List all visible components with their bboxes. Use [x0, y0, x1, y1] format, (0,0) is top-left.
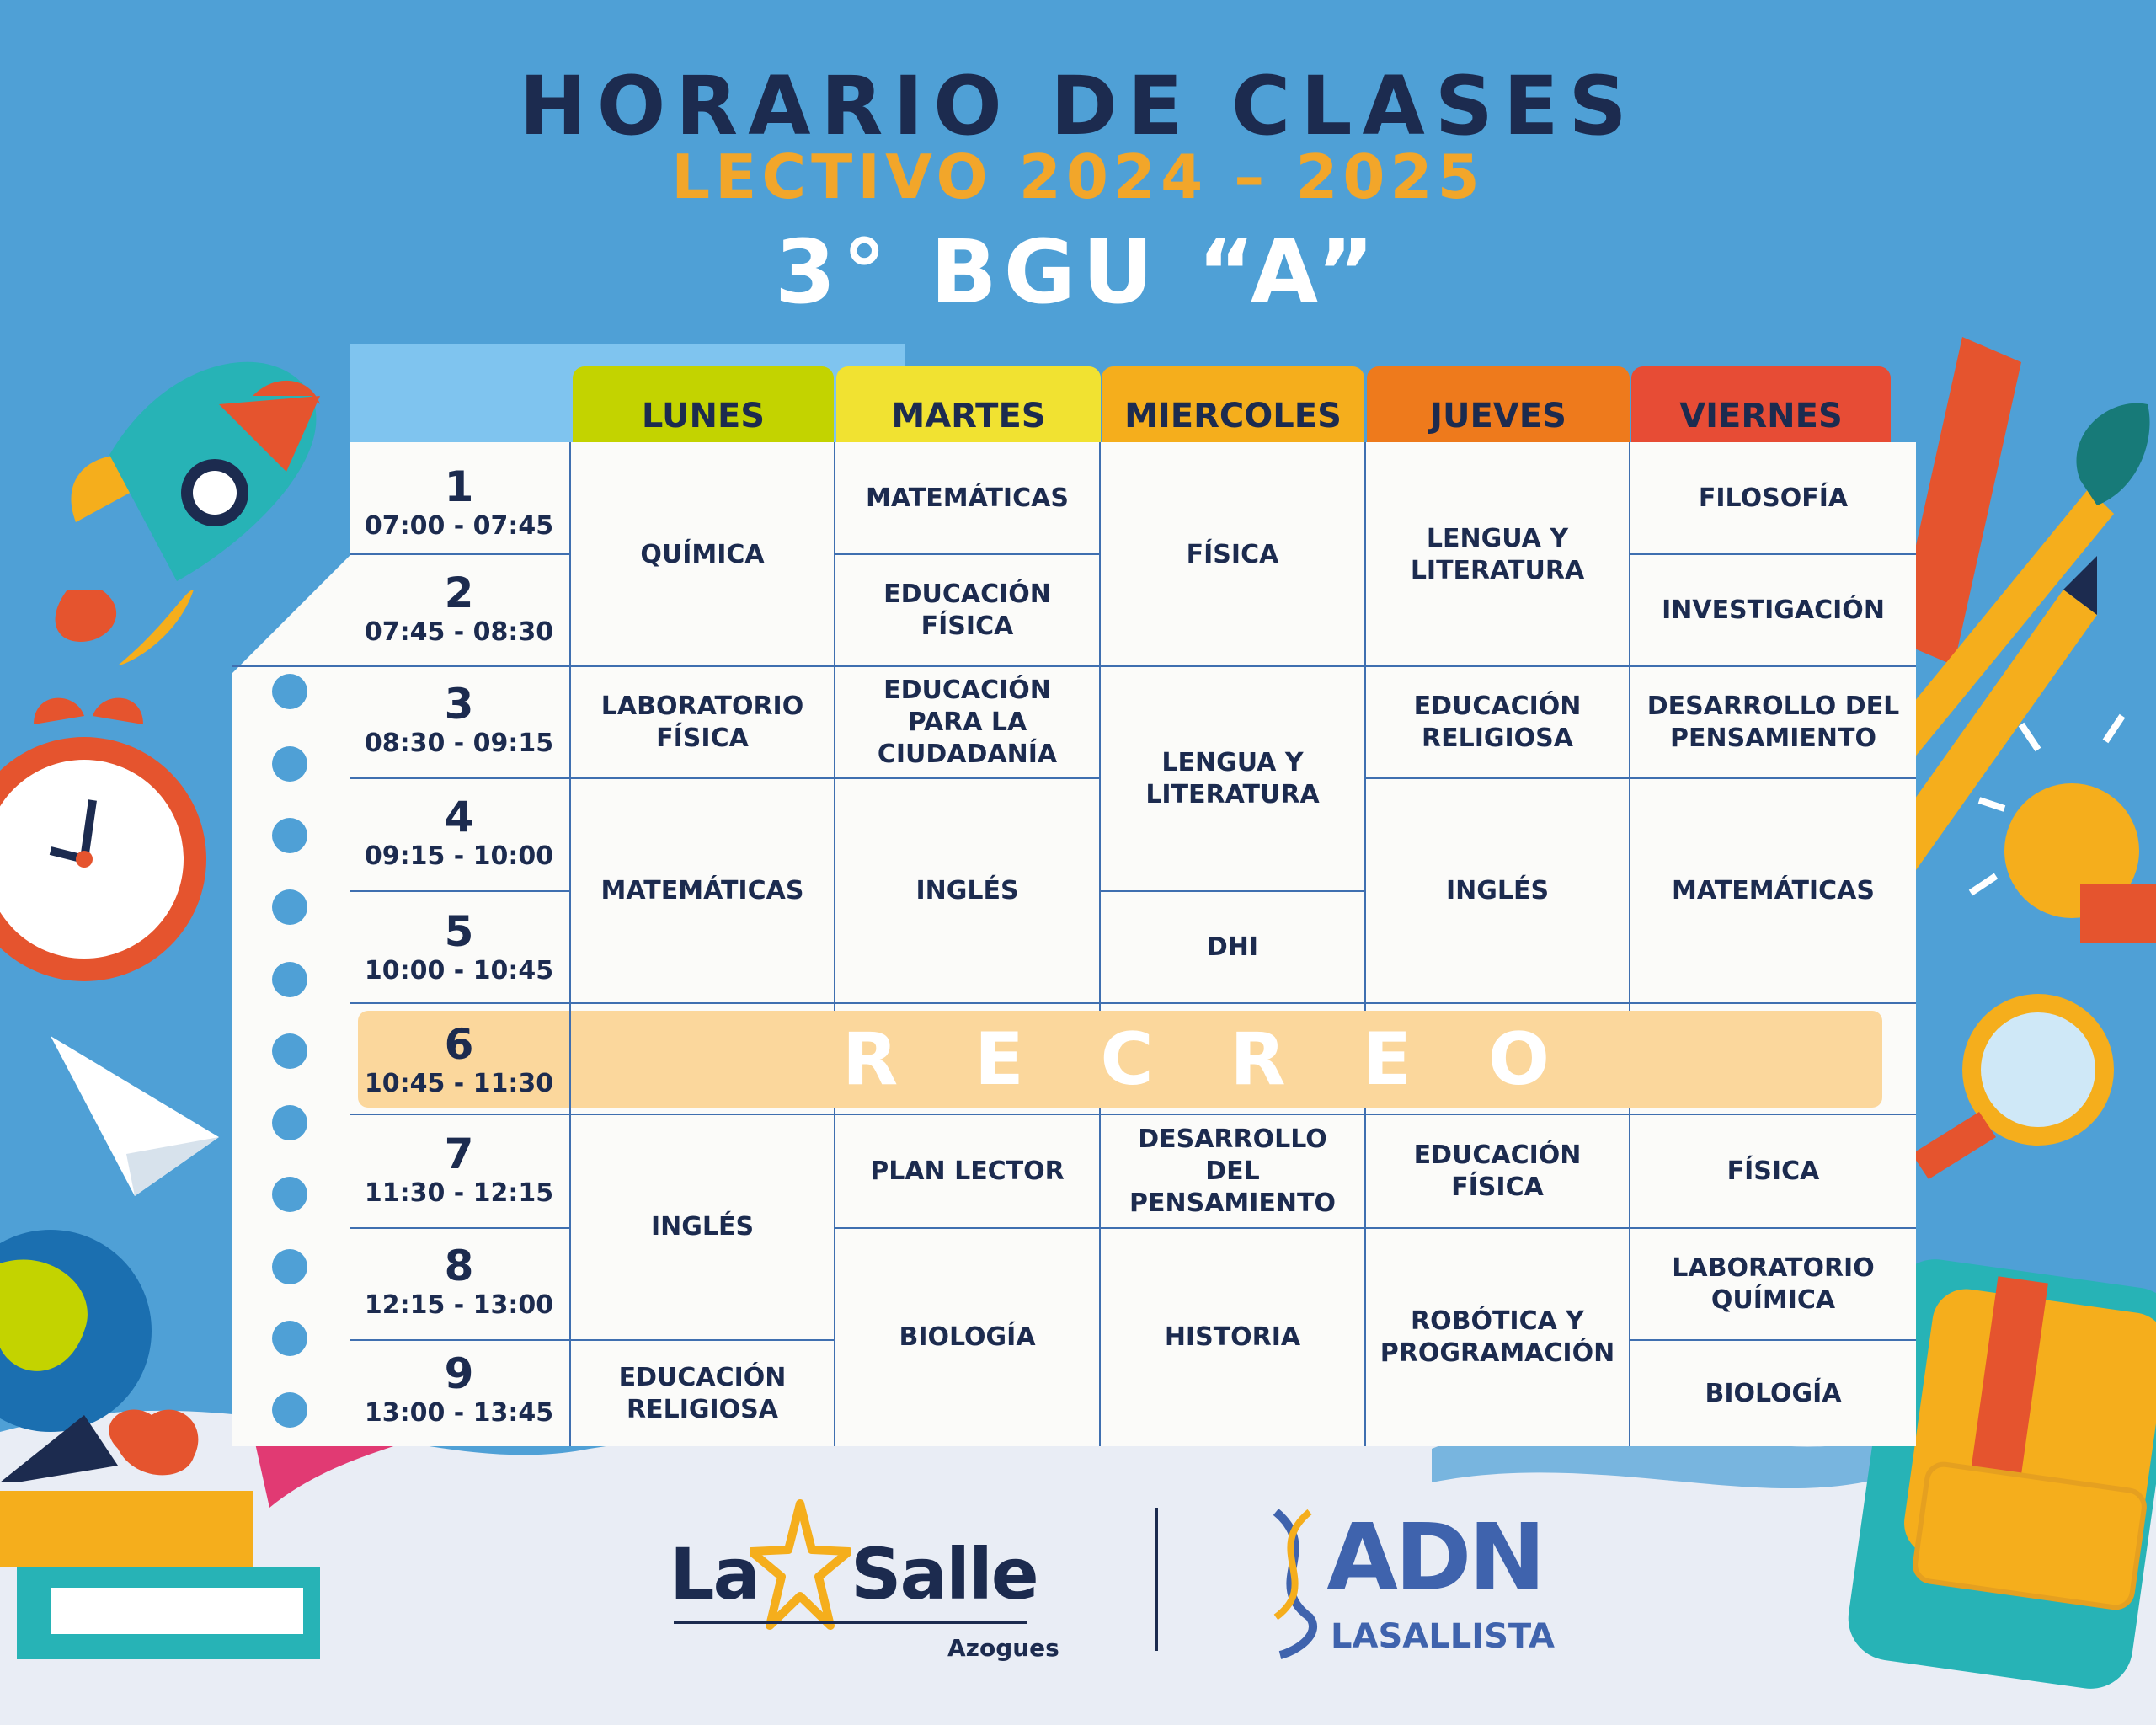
period-number: 4: [444, 793, 474, 841]
class-cell: MATEMÁTICAS: [866, 483, 1069, 513]
grid-line: [350, 777, 570, 779]
class-cell: HISTORIA: [1164, 1322, 1301, 1352]
adn-lasallista-logo: [1263, 1499, 1556, 1668]
day-header-miercoles: MIERCOLES: [1102, 366, 1364, 442]
recreo-letter: E: [974, 1017, 1024, 1102]
period-1: [350, 463, 568, 542]
class-cell: LABORATORIO FÍSICA: [600, 691, 804, 753]
period-9: [350, 1350, 568, 1429]
day-header-lunes: LUNES: [573, 366, 834, 442]
class-cell: DESARROLLO DEL PENSAMIENTO: [1646, 691, 1900, 753]
period-number: 7: [444, 1130, 474, 1178]
logo-underline: [674, 1621, 1027, 1624]
alarm-clock-icon: [0, 698, 206, 981]
period-time: 12:15 - 13:00: [364, 1290, 554, 1320]
lasalle-city: Azogues: [947, 1634, 1059, 1662]
notebook-hole: [272, 1177, 307, 1212]
class-cell: EDUCACIÓN RELIGIOSA: [618, 1362, 787, 1424]
class-cell: EDUCACIÓN FÍSICA: [883, 579, 1051, 641]
period-4: [350, 793, 568, 873]
day-header-viernes: VIERNES: [1631, 366, 1891, 442]
period-7: [350, 1130, 568, 1210]
grid-line: [350, 1002, 1916, 1004]
page-subtitle: LECTIVO 2024 – 2025: [671, 142, 1485, 212]
notebook-hole: [272, 962, 307, 997]
adn-subtext: LASALLISTA: [1331, 1617, 1556, 1656]
notebook-hole: [272, 818, 307, 853]
class-cell: INGLÉS: [650, 1212, 755, 1242]
period-time: 08:30 - 09:15: [364, 729, 554, 758]
period-number: 3: [444, 680, 474, 729]
grid-line: [350, 890, 570, 892]
class-cell: BIOLOGÍA: [899, 1322, 1036, 1352]
adn-text: ADN: [1326, 1503, 1543, 1611]
class-cell: QUÍMICA: [640, 539, 765, 569]
day-header-martes: MARTES: [836, 366, 1101, 442]
class-cell: EDUCACIÓN PARA LA CIUDADANÍA: [877, 675, 1058, 769]
dna-icon: [1263, 1508, 1322, 1659]
grid-line: [350, 1227, 570, 1229]
lasalle-logo-right: Salle: [851, 1533, 1038, 1616]
period-time: 07:00 - 07:45: [364, 511, 554, 541]
recreo-letter: E: [1362, 1017, 1412, 1102]
lasalle-logo-left: La: [670, 1533, 760, 1616]
period-time: 07:45 - 08:30: [364, 617, 554, 647]
class-cell: FÍSICA: [1186, 539, 1279, 569]
class-cell: LABORATORIO QUÍMICA: [1672, 1252, 1875, 1315]
period-3: [350, 681, 568, 760]
class-cell: DHI: [1206, 932, 1259, 962]
class-cell: FÍSICA: [1726, 1156, 1820, 1186]
notebook-hole: [272, 1321, 307, 1356]
period-number: 5: [444, 907, 474, 956]
class-cell: MATEMÁTICAS: [1672, 875, 1875, 905]
recreo-letter: R: [842, 1017, 899, 1102]
recreo-label: [842, 1017, 1550, 1102]
recreo-letter: C: [1100, 1017, 1154, 1102]
logo-divider: [1155, 1508, 1158, 1651]
period-time: 10:45 - 11:30: [364, 1069, 554, 1098]
class-cell: ROBÓTICA Y PROGRAMACIÓN: [1380, 1306, 1615, 1368]
class-cell: LENGUA Y LITERATURA: [1145, 747, 1320, 809]
recreo-letter: O: [1487, 1017, 1550, 1102]
notebook-hole: [272, 1033, 307, 1069]
class-cell: DESARROLLO DEL PENSAMIENTO: [1129, 1124, 1336, 1218]
period-number: 9: [444, 1349, 474, 1398]
notebook-hole: [272, 1105, 307, 1140]
period-number: 1: [444, 462, 474, 511]
class-cell: LENGUA Y LITERATURA: [1410, 523, 1585, 585]
period-6: [350, 1021, 568, 1100]
period-time: 09:15 - 10:00: [364, 841, 554, 871]
period-time: 10:00 - 10:45: [364, 956, 554, 985]
period-2: [350, 569, 568, 649]
grid-line: [350, 1339, 570, 1341]
magnifier-icon: [1912, 994, 2114, 1179]
period-5: [350, 908, 568, 987]
class-cell: PLAN LECTOR: [870, 1156, 1065, 1186]
class-cell: INVESTIGACIÓN: [1662, 595, 1885, 625]
class-cell: MATEMÁTICAS: [600, 875, 804, 905]
notebook-hole: [272, 1249, 307, 1284]
period-time: 13:00 - 13:45: [364, 1398, 554, 1428]
page-title: HORARIO DE CLASES: [519, 59, 1637, 153]
notebook-hole: [272, 1392, 307, 1428]
period-8: [350, 1242, 568, 1322]
recreo-letter: R: [1230, 1017, 1286, 1102]
day-header-jueves: JUEVES: [1367, 366, 1630, 442]
period-number: 2: [444, 569, 474, 617]
class-cell: EDUCACIÓN FÍSICA: [1413, 1140, 1582, 1202]
grid-line: [350, 553, 570, 555]
class-cell: FILOSOFÍA: [1698, 483, 1849, 513]
notebook-corner: [232, 556, 354, 691]
notebook-hole: [272, 746, 307, 782]
period-number: 8: [444, 1242, 474, 1290]
notebook-hole: [272, 889, 307, 925]
class-cell: BIOLOGÍA: [1705, 1378, 1842, 1408]
class-cell: EDUCACIÓN RELIGIOSA: [1413, 691, 1582, 753]
course-label: 3° BGU “A”: [774, 221, 1382, 323]
period-number: 6: [444, 1020, 474, 1069]
class-cell: INGLÉS: [1445, 875, 1550, 905]
notebook-hole: [272, 674, 307, 709]
period-time: 11:30 - 12:15: [364, 1178, 554, 1208]
class-cell: INGLÉS: [915, 875, 1019, 905]
paper-plane-icon: [51, 1036, 219, 1196]
lasalle-logo: [670, 1499, 1059, 1668]
